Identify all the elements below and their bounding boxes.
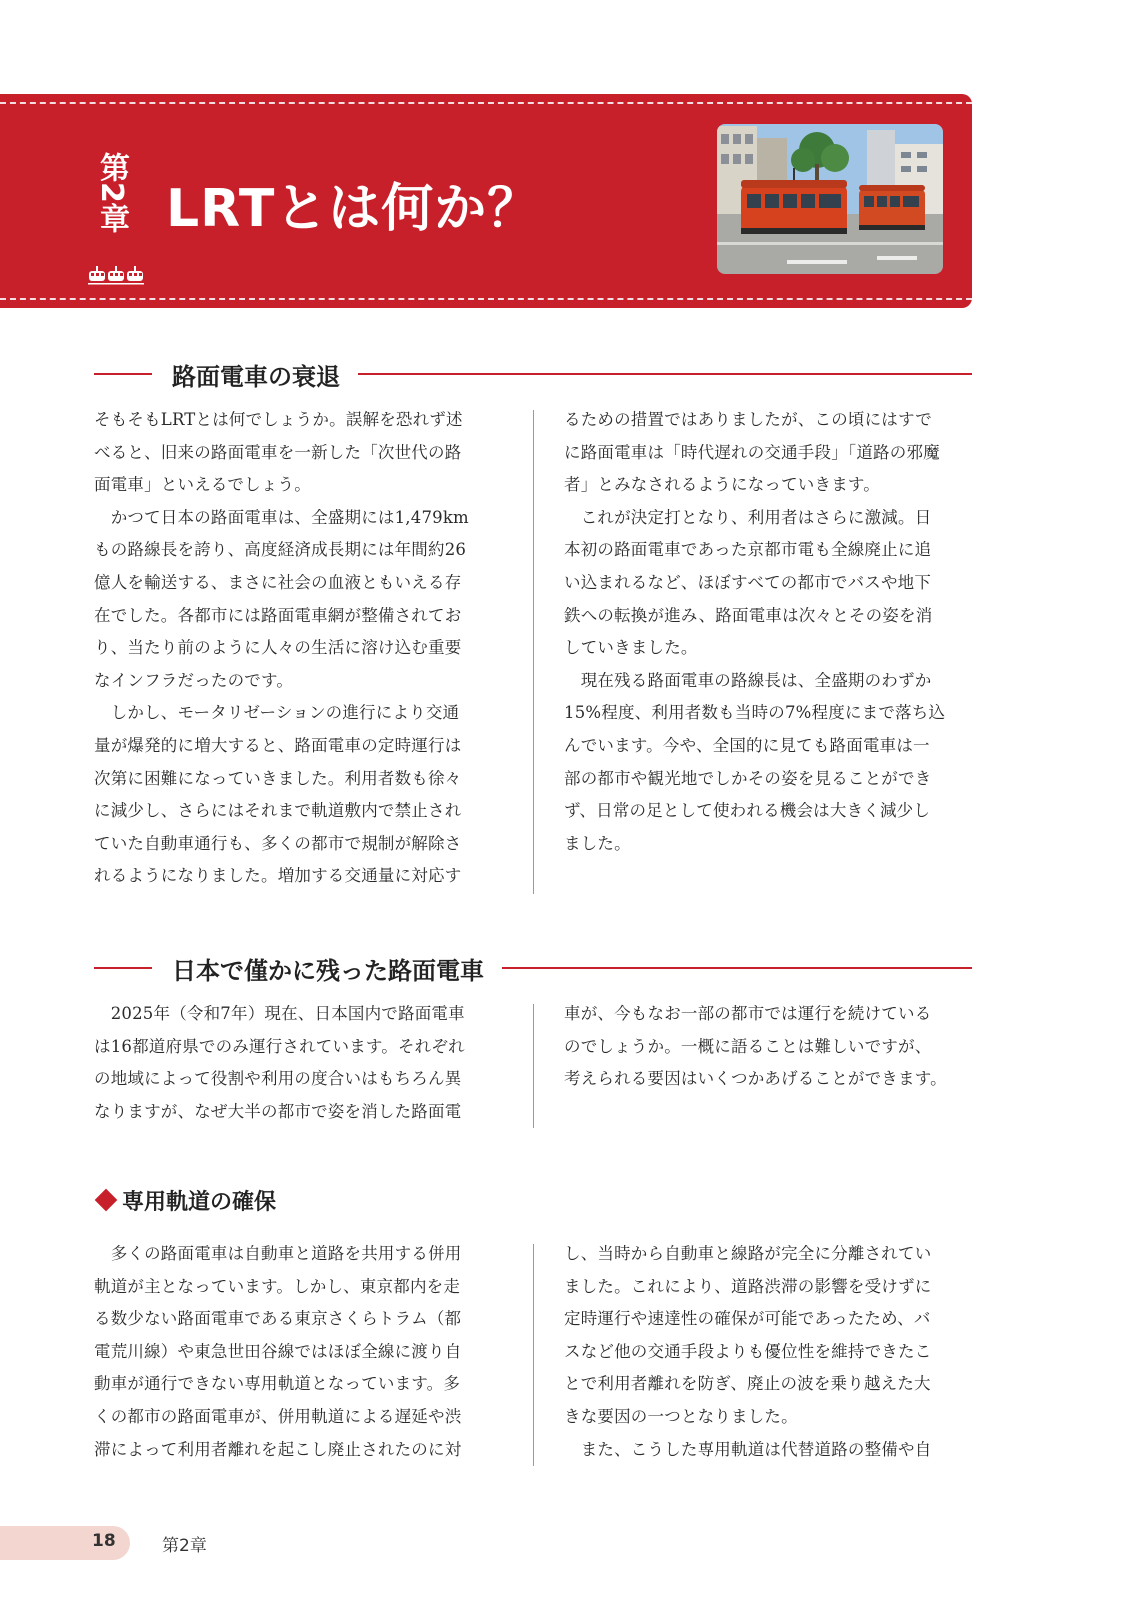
text-line: は16都道府県でのみ運行されています。それぞれ [94,1036,465,1056]
text-line: 2025年（令和7年）現在、日本国内で路面電車 [94,1004,465,1023]
text-line: 定時運行や速達性の確保が可能であったため、バ [564,1309,931,1329]
subsection-heading-text: 専用軌道の確保 [122,1189,277,1215]
text-line: い込まれるなど、ほぼすべての都市でバスや地下 [564,572,932,592]
text-line: 滞によって利用者離れを起こし廃止されたのに対 [94,1439,462,1459]
section-heading-remaining [94,950,972,986]
text-line: そもそもLRTとは何でしょうか。誤解を恐れず述 [94,410,463,429]
text-line: かつて日本の路面電車は、全盛期には1,479km [94,507,469,527]
subsection-heading-dedicated-track [94,1184,276,1216]
chapter-banner [0,94,972,308]
text-line: きな要因の一つとなりました。 [564,1406,798,1426]
text-line: べると、旧来の路面電車を一新した「次世代の路 [94,442,462,462]
text-line: に減少し、さらにはそれまで軌道敷内で禁止され [94,801,462,821]
section2-left-column [94,998,514,1128]
text-line: し、当時から自動車と線路が完全に分離されてい [564,1244,932,1263]
text-line: れるようになりました。増加する交通量に対応す [94,866,462,886]
text-line: とで利用者離れを防ぎ、廃止の波を乗り越えた大 [564,1374,931,1394]
text-line: 電荒川線）や東急世田谷線ではほぼ全線に渡り自 [94,1341,462,1361]
footer-chapter-label: 第2章 [162,1536,207,1556]
text-line: んでいます。今や、全国的に見ても路面電車は一 [564,735,930,755]
text-line: しかし、モータリゼーションの進行により交通 [94,703,460,723]
tram-logo-icon [88,264,144,286]
text-line: ました。 [564,833,631,853]
text-line: 面電車」といえるでしょう。 [94,475,311,495]
text-line: していきました。 [564,638,698,658]
text-line: の地域によって役割や利用の度合いはもちろん異 [94,1069,462,1089]
column-divider [533,1244,534,1466]
text-line: ず、日常の足として使われる機会は大きく減少し [564,801,931,821]
chapter-title: LRTとは何か？ [166,179,541,239]
text-line: に路面電車は「時代遅れの交通手段」「道路の邪魔 [564,442,940,462]
text-line: 車が、今もなお一部の都市では運行を続けている [564,1004,932,1023]
text-line: 量が爆発的に増大すると、路面電車の定時運行は [94,735,462,755]
text-line: 多くの路面電車は自動車と道路を共用する併用 [94,1244,462,1263]
text-line: また、こうした専用軌道は代替道路の整備や自 [564,1439,932,1459]
text-line: ていた自動車通行も、多くの都市で規制が解除さ [94,833,462,853]
heading-rule-left [94,967,152,969]
text-line: もの路線長を誇り、高度経済成長期には年間約26 [94,540,467,560]
banner-dashed-border-bottom [0,298,972,300]
text-line: 部の都市や観光地でしかその姿を見ることができ [564,768,932,788]
text-line: 本初の路面電車であった京都市電も全線廃止に追 [564,540,932,560]
chapter-label: 第2章 [94,152,129,233]
page-number: 18 [92,1531,116,1551]
banner-dashed-border-top [0,102,972,104]
text-line: 鉄への転換が進み、路面電車は次々とその姿を消 [564,605,933,625]
tram-photo [717,124,943,274]
section3-right-column [564,1238,984,1466]
text-line: 次第に困難になっていきました。利用者数も徐々 [94,768,462,788]
text-line: 現在残る路面電車の路線長は、全盛期のわずか [564,670,932,690]
column-divider [533,1004,534,1128]
text-line: これが決定打となり、利用者はさらに激減。日 [564,507,932,527]
text-line: 億人を輸送する、まさに社会の血液ともいえる存 [94,572,462,592]
text-line: 者」とみなされるようになっていきます。 [564,475,880,495]
text-line: るための措置ではありましたが、この頃にはすで [564,410,932,429]
section-heading-decline [94,356,972,392]
section1-left-column [94,404,514,893]
section-heading-text: 路面電車の衰退 [172,362,340,391]
text-line: 動車が通行できない専用軌道となっています。多 [94,1374,461,1394]
text-line: くの都市の路面電車が、併用軌道による遅延や渋 [94,1406,462,1426]
diamond-bullet-icon [95,1189,118,1212]
section3-left-column [94,1238,514,1466]
section2-right-column [564,998,984,1096]
text-line: 15%程度、利用者数も当時の7%程度にまで落ち込 [564,703,946,723]
text-line: 在でした。各都市には路面電車網が整備されてお [94,605,462,625]
text-line: 軌道が主となっています。しかし、東京都内を走 [94,1276,461,1296]
text-line: のでしょうか。一概に語ることは難しいですが、 [564,1036,932,1056]
text-line: ました。これにより、道路渋滞の影響を受けずに [564,1276,932,1296]
text-line: なインフラだったのです。 [94,670,294,690]
section1-right-column [564,404,984,860]
text-line: る数少ない路面電車である東京さくらトラム（都 [94,1309,462,1329]
heading-rule-right [502,967,972,969]
text-line: り、当たり前のように人々の生活に溶け込む重要 [94,638,462,658]
heading-rule-left [94,373,152,375]
section-heading-text: 日本で僅かに残った路面電車 [172,956,484,985]
text-line: スなど他の交通手段よりも優位性を維持できたこ [564,1341,932,1361]
heading-rule-right [358,373,972,375]
text-line: 考えられる要因はいくつかあげることができます。 [564,1069,947,1089]
column-divider [533,410,534,894]
text-line: なりますが、なぜ大半の都市で姿を消した路面電 [94,1101,462,1121]
